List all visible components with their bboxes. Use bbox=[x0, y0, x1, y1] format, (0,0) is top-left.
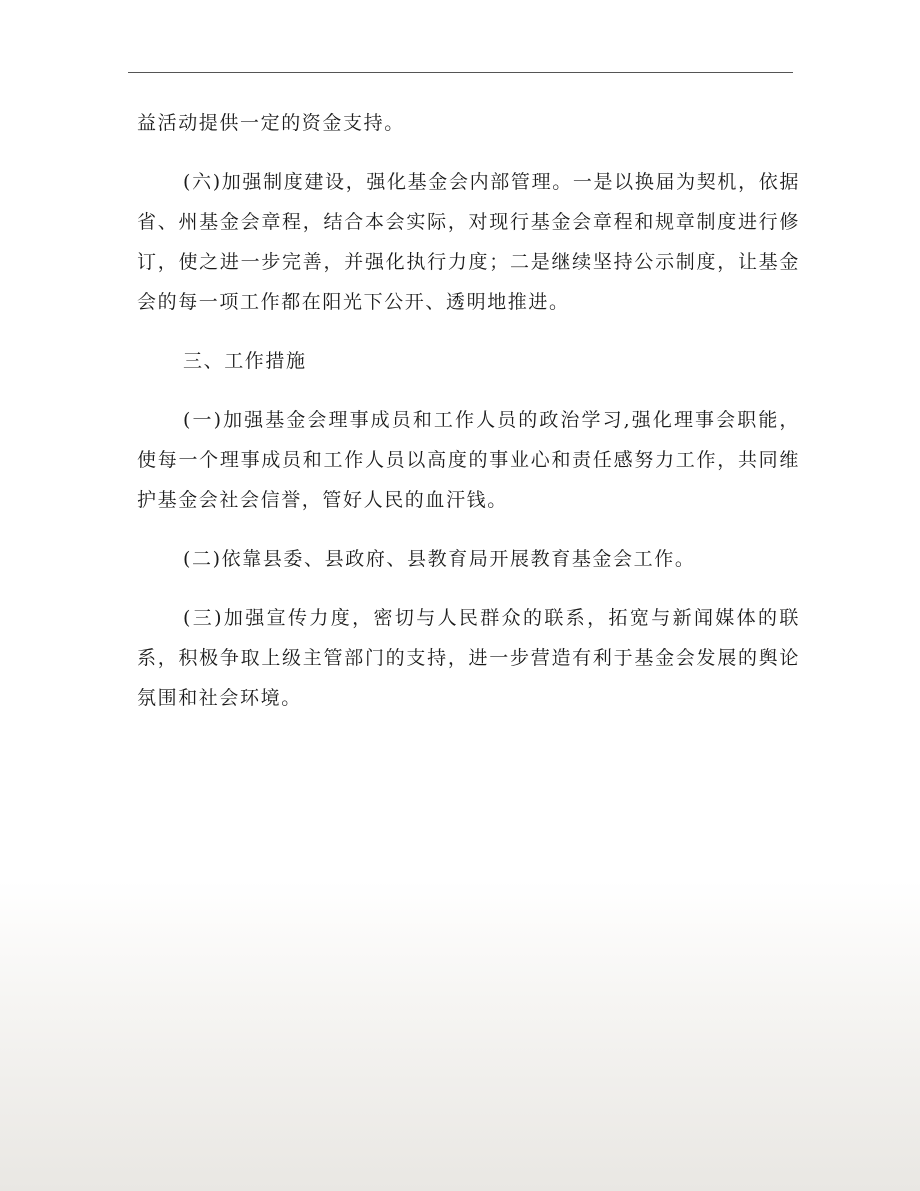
paragraph-item-six: (六)加强制度建设，强化基金会内部管理。一是以换届为契机，依据省、州基金会章程，结合本会实际，对现行基金会章程和规章制度进行修订，使之进一步完善，并强化执行力度；二是继续坚持公示制度，让基金会的每一项工作都在阳光下公开、透明地推进。 bbox=[137, 171, 800, 313]
header-rule bbox=[128, 72, 793, 73]
section-heading-work-measures: 三、工作措施 bbox=[183, 350, 307, 372]
document-body bbox=[137, 103, 800, 737]
paragraph-continued-text: 益活动提供一定的资金支持。 bbox=[137, 112, 405, 134]
paragraph-measure-one: (一)加强基金会理事成员和工作人员的政治学习,强化理事会职能，使每一个理事成员和工作人员以高度的事业心和责任感努力工作，共同维护基金会社会信誉，管好人民的血汗钱。 bbox=[137, 409, 800, 511]
paragraph-measure-two: (二)依靠县委、县政府、县教育局开展教育基金会工作。 bbox=[183, 548, 696, 570]
paragraph-measure-three: (三)加强宣传力度，密切与人民群众的联系，拓宽与新闻媒体的联系，积极争取上级主管部门的支持，进一步营造有利于基金会发展的舆论氛围和社会环境。 bbox=[137, 607, 800, 709]
